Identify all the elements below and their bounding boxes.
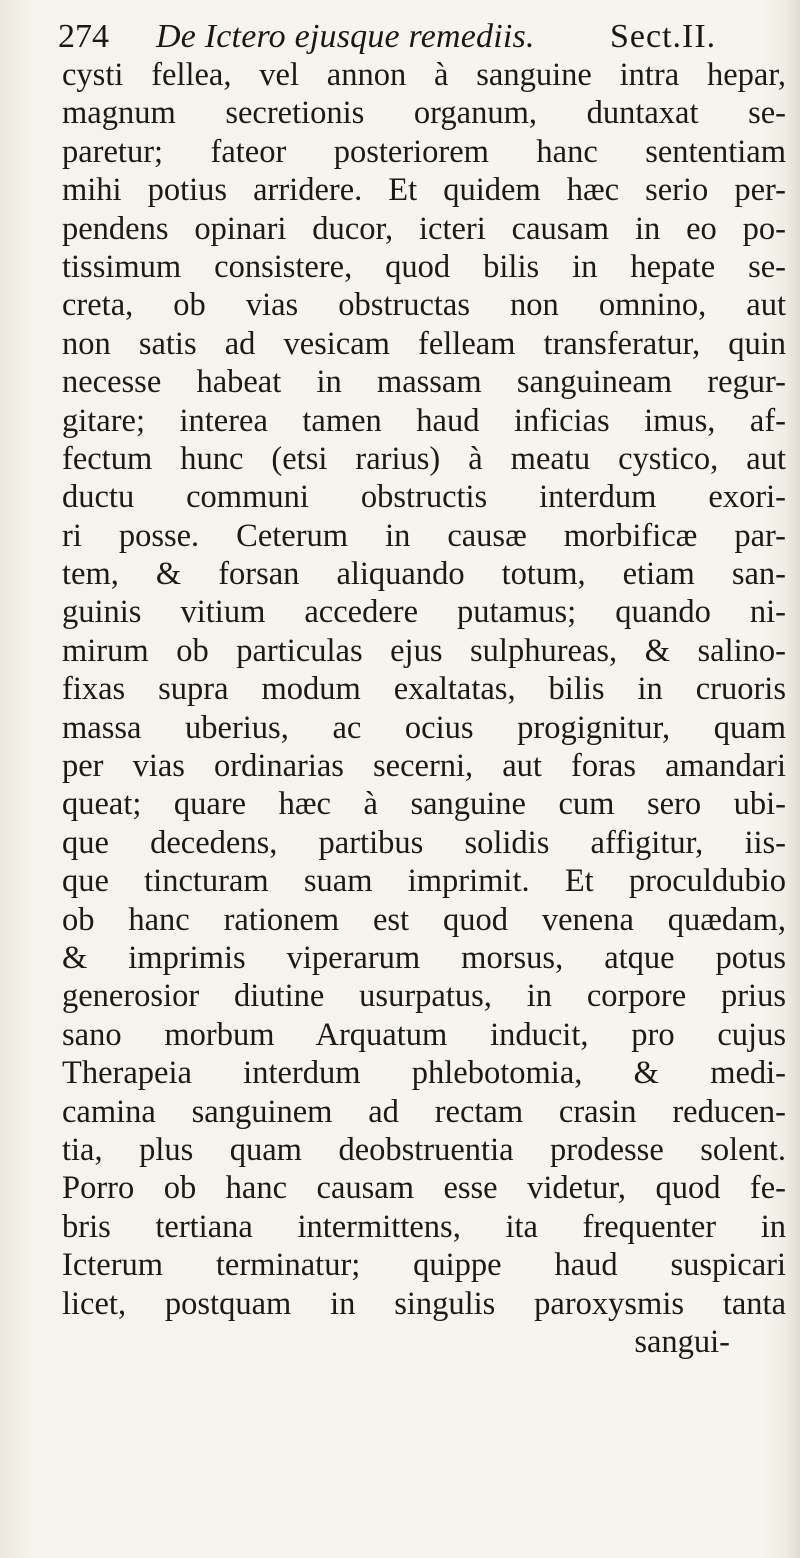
text-line: tissimum consistere, quod bilis in hepate se- bbox=[62, 248, 786, 285]
text-line: licet, postquam in singulis paroxysmis tanta bbox=[62, 1285, 786, 1322]
text-line: Porro ob hanc causam esse videtur, quod fe- bbox=[62, 1170, 786, 1207]
page-body-text bbox=[62, 56, 786, 1361]
text-line: fixas supra modum exaltatas, bilis in cruoris bbox=[62, 671, 786, 708]
text-line: que tincturam suam imprimit. Et proculdubio bbox=[62, 863, 786, 900]
text-line: mihi potius arridere. Et quidem hæc serio per- bbox=[62, 172, 786, 209]
text-line: mirum ob particulas ejus sulphureas, & salino- bbox=[62, 632, 786, 669]
text-line: tia, plus quam deobstruentia prodesse solent. bbox=[62, 1131, 786, 1168]
text-line: paretur; fateor posteriorem hanc sententiam bbox=[62, 133, 786, 170]
text-line: creta, ob vias obstructas non omnino, aut bbox=[62, 287, 786, 324]
text-line: guinis vitium accedere putamus; quando ni- bbox=[62, 594, 786, 631]
text-line: que decedens, partibus solidis affigitur, iis- bbox=[62, 824, 786, 861]
text-line: ductu communi obstructis interdum exori- bbox=[62, 479, 786, 516]
text-line: magnum secretionis organum, duntaxat se- bbox=[62, 95, 786, 132]
text-line: cysti fellea, vel annon à sanguine intra hepar, bbox=[62, 57, 786, 93]
text-line: ob hanc rationem est quod venena quædam, bbox=[62, 901, 786, 938]
text-line: Icterum terminatur; quippe haud suspicari bbox=[62, 1247, 786, 1284]
text-line: gitare; interea tamen haud inficias imus, af- bbox=[62, 402, 786, 439]
text-line: massa uberius, ac ocius progignitur, quam bbox=[62, 709, 786, 746]
page-header bbox=[58, 14, 788, 60]
running-title: De Ictero ejusque remediis. bbox=[156, 18, 535, 55]
text-line: & imprimis viperarum morsus, atque potus bbox=[62, 939, 786, 976]
text-line: queat; quare hæc à sanguine cum sero ubi- bbox=[62, 786, 786, 823]
text-line: sano morbum Arquatum inducit, pro cujus bbox=[62, 1016, 786, 1053]
text-line: tem, & forsan aliquando totum, etiam san- bbox=[62, 556, 786, 593]
text-line: camina sanguinem ad rectam crasin reducen- bbox=[62, 1093, 786, 1130]
text-line: ri posse. Ceterum in causæ morbificæ par- bbox=[62, 517, 786, 554]
catchword: sangui- bbox=[634, 1323, 730, 1360]
text-line: pendens opinari ducor, icteri causam in eo po- bbox=[62, 210, 786, 247]
page-number: 274 bbox=[58, 18, 109, 55]
text-line: bris tertiana intermittens, ita frequenter in bbox=[62, 1208, 786, 1245]
text-line: necesse habeat in massam sanguineam regur- bbox=[62, 364, 786, 401]
text-line: non satis ad vesicam felleam transferatur, quin bbox=[62, 325, 786, 362]
section-label: Sect.II. bbox=[610, 18, 717, 55]
page-edge-shadow bbox=[786, 0, 800, 1558]
text-line: generosior diutine usurpatus, in corpore prius bbox=[62, 978, 786, 1015]
text-line: fectum hunc (etsi rarius) à meatu cystico, aut bbox=[62, 440, 786, 477]
text-line: Therapeia interdum phlebotomia, & medi- bbox=[62, 1055, 786, 1092]
text-line: per vias ordinarias secerni, aut foras amandari bbox=[62, 748, 786, 785]
